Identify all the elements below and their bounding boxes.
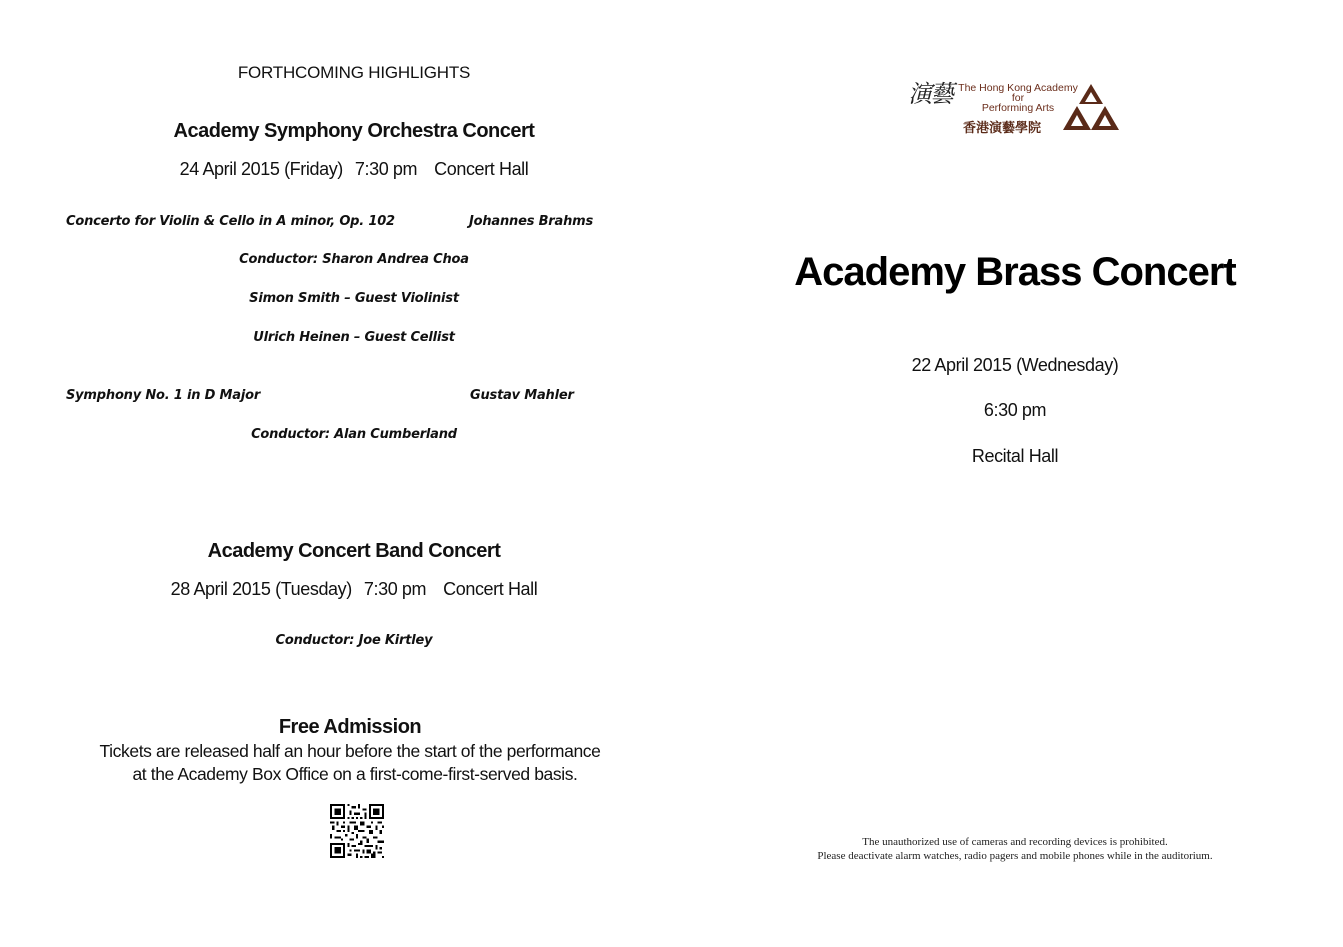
composer-brahms: Johannes Brahms — [469, 214, 594, 229]
concert-venue: Recital Hall — [971, 446, 1059, 466]
notice-line: Please deactivate alarm watches, radio pagers and mobile phones while in the auditorium. — [817, 850, 1213, 862]
concert-title: Academy Brass Concert — [794, 250, 1236, 294]
admission-line-1: Tickets are released half an hour before the start of the performance — [99, 741, 601, 761]
logo-english-line: Performing Arts — [981, 102, 1055, 114]
event-venue: Concert Hall — [443, 579, 538, 599]
credit-conductor-choa: Conductor: Sharon Andrea Choa — [239, 252, 469, 267]
event-venue: Concert Hall — [434, 159, 529, 179]
event-title-symphony: Academy Symphony Orchestra Concert — [173, 120, 535, 142]
admission-line-2: at the Academy Box Office on a first-come-first-served basis. — [132, 764, 578, 784]
credit-conductor-kirtley: Conductor: Joe Kirtley — [275, 633, 433, 648]
event-date: 24 April 2015 (Friday) — [179, 159, 343, 179]
logo-chinese-name: 香港演藝學院 — [963, 121, 1042, 136]
notice-line: The unauthorized use of cameras and recording devices is prohibited. — [862, 836, 1168, 848]
event-info-symphony — [0, 159, 708, 180]
event-time: 7:30 pm — [354, 159, 418, 179]
piece-title-mahler: Symphony No. 1 in D Major — [66, 388, 261, 403]
credit-guest-violinist: Simon Smith – Guest Violinist — [249, 291, 459, 306]
event-time: 7:30 pm — [363, 579, 427, 599]
admission-title: Free Admission — [278, 716, 422, 738]
logo-english-line: The Hong Kong Academy — [958, 82, 1078, 94]
credit-guest-cellist: Ulrich Heinen – Guest Cellist — [253, 330, 455, 345]
piece-title-brahms: Concerto for Violin & Cello in A minor, Op. 102 — [66, 214, 395, 229]
forthcoming-heading: FORTHCOMING HIGHLIGHTS — [237, 63, 471, 82]
academy-emblem-icon — [1063, 82, 1119, 132]
concert-date: 22 April 2015 (Wednesday) — [911, 355, 1119, 375]
event-info-band — [0, 579, 708, 600]
event-title-band: Academy Concert Band Concert — [207, 540, 501, 562]
credit-conductor-cumberland: Conductor: Alan Cumberland — [251, 427, 457, 442]
academy-logo — [908, 82, 1118, 138]
qr-code[interactable] — [329, 804, 385, 858]
event-date: 28 April 2015 (Tuesday) — [170, 579, 352, 599]
concert-time: 6:30 pm — [983, 400, 1047, 420]
venue-notice — [690, 835, 1340, 863]
logo-calligraphy: 演藝 — [908, 80, 952, 108]
logo-english-line: for — [1011, 92, 1025, 104]
composer-mahler: Gustav Mahler — [470, 388, 574, 403]
